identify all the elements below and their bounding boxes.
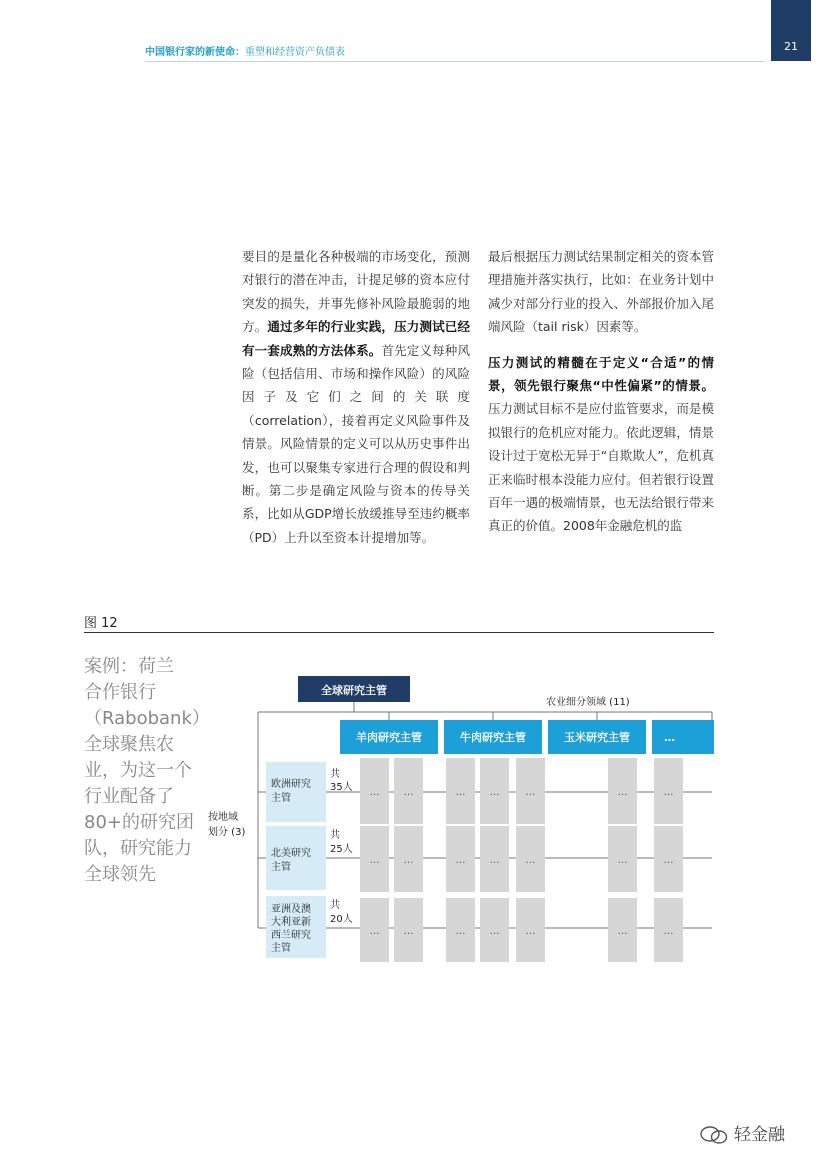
org-chart [200,670,720,970]
region-box [266,762,326,822]
staff-cell-text: … [369,926,380,937]
case-line: 队，研究能力 [84,838,192,859]
page-number: 21 [784,40,798,53]
staff-cell-text: … [455,787,466,798]
left-text-bold: 通过多年的行业实践，压力测试已经有一套成熟的方法体系。 [242,319,470,358]
sector-label: 羊肉研究主管 [356,731,422,744]
staff-cell-text: … [663,787,674,798]
chat-bubble-icon [700,1125,728,1145]
running-header-bold: 中国银行家的新使命： [145,47,245,58]
watermark [700,1120,785,1145]
case-study-text [84,654,210,888]
staff-cell-text: … [369,855,380,866]
staff-cell-text: … [403,855,414,866]
staff-cell-text: … [525,855,536,866]
staff-cell-text: … [663,855,674,866]
region-count-prefix: 共 [330,769,340,780]
region-count-prefix: 共 [330,830,340,841]
sector-label: 牛肉研究主管 [460,731,526,744]
staff-cell-text: … [489,787,500,798]
region-label: 主管 [271,793,291,804]
case-line: 案例：荷兰 [84,656,174,677]
right-text-rest: 压力测试目标不是应付监管要求，而是模拟银行的危机应对能力。依此逻辑，情景设计过于宽松无异于“自欺欺人”，危机真正来临时根本没能力应付。但若银行设置百年一遇的极端情景，也无法给银行带来真正的价值。2008年金融危机的监 [488,401,714,534]
left-paragraph [242,245,470,549]
staff-cell-text: … [663,926,674,937]
case-line: 80+的研究团 [84,812,194,833]
right-column [488,245,714,538]
region-count: 25人 [330,844,353,855]
region-label: 主管 [271,862,291,873]
staff-cell-text: … [369,787,380,798]
staff-cell-text: … [403,926,414,937]
staff-cell-text: … [617,787,628,798]
staff-cell-text: … [525,787,536,798]
figure-rule [84,632,714,633]
sector-label: 玉米研究主管 [564,731,630,744]
header-rule [145,61,765,62]
region-count: 20人 [330,914,353,925]
region-group-label: 按地域 [208,812,238,823]
watermark-text: 轻金融 [734,1125,785,1145]
case-line: （Rabobank） [84,708,210,729]
staff-cell-text: … [525,926,536,937]
right-text-bold: 压力测试的精髓在于定义“合适”的情景，领先银行聚焦“中性偏紧”的情景。 [488,354,714,394]
left-text-b: 首先定义每种风险（包括信用、市场和操作风险）的风险因子及它们之间的关联度（correlation），接着再定义风险事件及情景。风险情景的定义可以从历史事件出发，也可以聚集专家进行合理的假设和判断。第二步是确定风险与资本的传导关系，比如从GDP增长放缓推导至违约概率（PD）上升以至资本计提增加等。 [242,342,470,545]
figure-label: 图 12 [84,616,118,631]
region-count-prefix: 共 [330,900,340,911]
case-line: 合作银行 [84,682,156,703]
region-label: 西兰研究 [271,930,311,941]
case-line: 全球聚焦农 [84,734,174,755]
region-label: 亚洲及澳 [271,904,311,915]
region-group-label: 划分 (3) [208,827,246,838]
org-chart-cells [360,758,683,962]
staff-cell-text: … [489,926,500,937]
region-label: 主管 [271,943,291,954]
region-label: 大利亚新 [271,917,311,928]
staff-cell-text: … [455,855,466,866]
right-paragraph-2 [488,351,714,538]
sector-label: … [664,731,675,744]
case-line: 业，为这一个 [84,760,192,781]
running-header [145,43,345,58]
sector-group-label: 农业细分领域 (11) [546,697,630,708]
sector-box [652,720,714,754]
top-box-label: 全球研究主管 [321,684,387,697]
region-label: 北美研究 [271,848,311,859]
staff-cell-text: … [617,926,628,937]
region-label: 欧洲研究 [271,779,311,790]
running-header-rest: 重塑和经营资产负债表 [245,47,345,58]
staff-cell-text: … [455,926,466,937]
region-count: 35人 [330,782,353,793]
case-line: 全球领先 [84,864,156,885]
staff-cell-text: … [403,787,414,798]
left-text-a: 要目的是量化各种极端的市场变化，预测对银行的潜在冲击，计提足够的资本应付突发的损失，并事先修补风险最脆弱的地方。 [242,249,470,335]
right-paragraph-1: 最后根据压力测试结果制定相关的资本管理措施并落实执行，比如：在业务计划中减少对部分行业的投入、外部报价加入尾端风险（tail risk）因素等。 [488,249,714,335]
left-column [242,245,470,549]
staff-cell-text: … [489,855,500,866]
case-line: 行业配备了 [84,786,174,807]
staff-cell-text: … [617,855,628,866]
